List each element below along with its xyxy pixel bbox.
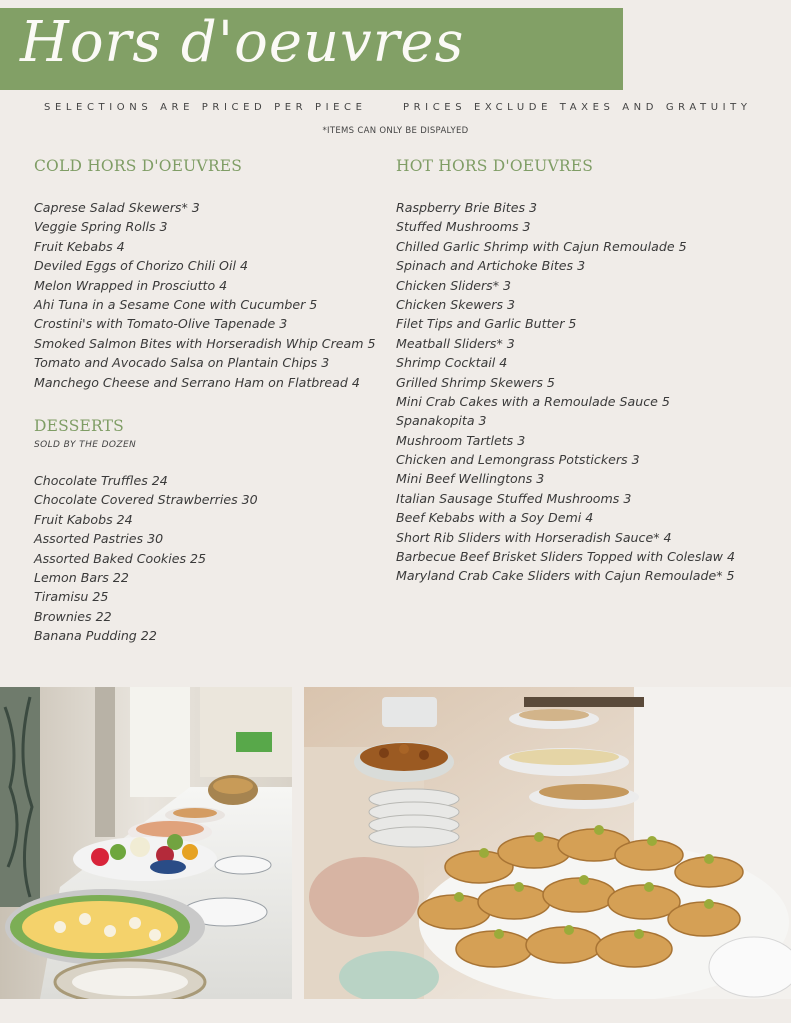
cold-menu-item: Caprese Salad Skewers* 3 bbox=[34, 200, 200, 215]
cold-menu-item: Fruit Kebabs 4 bbox=[34, 238, 125, 254]
dessert-menu-item: Assorted Pastries 30 bbox=[34, 531, 164, 547]
hot-menu-item: Italian Sausage Stuffed Mushrooms 3 bbox=[396, 490, 632, 506]
hot-menu-item: Chicken Skewers 3 bbox=[396, 296, 516, 312]
buffet-table-photo bbox=[0, 687, 292, 999]
hot-menu-item: Mini Crab Cakes with a Remoulade Sauce 5 bbox=[396, 393, 670, 409]
cold-menu-item: Crostini's with Tomato-Olive Tapenade 3 bbox=[34, 316, 288, 332]
hot-section-title: HOT HORS D'OEUVRES bbox=[396, 157, 594, 175]
hot-menu-item: Barbecue Beef Brisket Sliders Topped with Coleslaw 4 bbox=[396, 549, 735, 565]
title-banner bbox=[0, 8, 623, 90]
hot-menu-item: Grilled Shrimp Skewers 5 bbox=[396, 374, 555, 390]
hot-menu-item: Shrimp Cocktail 4 bbox=[396, 355, 508, 371]
hot-menu-item: Chilled Garlic Shrimp with Cajun Remoulade 5 bbox=[396, 238, 687, 254]
hot-menu-item: Stuffed Mushrooms 3 bbox=[396, 219, 531, 235]
hot-menu-item: Spanakopita 3 bbox=[396, 413, 487, 429]
dessert-menu-item: Chocolate Covered Strawberries 30 bbox=[34, 492, 258, 508]
hot-menu-item: Short Rib Sliders with Horseradish Sauce* 4 bbox=[396, 529, 672, 545]
cold-menu-item: Ahi Tuna in a Sesame Cone with Cucumber 5 bbox=[34, 296, 318, 312]
cold-menu-item: Manchego Cheese and Serrano Ham on Flatbread 4 bbox=[34, 374, 360, 390]
dessert-menu-item: Banana Pudding 22 bbox=[34, 628, 157, 644]
hot-menu-item: Spinach and Artichoke Bites 3 bbox=[396, 258, 586, 274]
pricing-note-right: PRICES EXCLUDE TAXES AND GRATUITY bbox=[403, 102, 752, 113]
cold-menu-item: Smoked Salmon Bites with Horseradish Whip Cream 5 bbox=[34, 335, 376, 351]
cold-section-title: COLD HORS D'OEUVRES bbox=[34, 157, 243, 175]
dessert-menu-item: Fruit Kabobs 24 bbox=[34, 511, 133, 527]
page-title: Hors d'oeuvres bbox=[20, 10, 465, 75]
hot-menu-item: Raspberry Brie Bites 3 bbox=[396, 200, 538, 215]
hot-menu-item: Chicken and Lemongrass Potstickers 3 bbox=[396, 452, 640, 468]
dessert-menu-item: Tiramisu 25 bbox=[34, 589, 109, 605]
cold-menu-item: Deviled Eggs of Chorizo Chili Oil 4 bbox=[34, 258, 248, 274]
hot-menu-item: Mushroom Tartlets 3 bbox=[396, 432, 526, 448]
hot-menu-item: Mini Beef Wellingtons 3 bbox=[396, 471, 545, 487]
desserts-section-title: DESSERTS bbox=[34, 417, 124, 435]
hot-menu-item: Filet Tips and Garlic Butter 5 bbox=[396, 316, 577, 332]
desserts-subtitle: SOLD BY THE DOZEN bbox=[34, 440, 137, 450]
hot-menu-item: Meatball Sliders* 3 bbox=[396, 335, 515, 351]
cold-menu-item: Tomato and Avocado Salsa on Plantain Chips 3 bbox=[34, 355, 330, 371]
desserts-items-list bbox=[34, 471, 258, 646]
dessert-menu-item: Brownies 22 bbox=[34, 608, 112, 624]
hot-menu-item: Maryland Crab Cake Sliders with Cajun Remoulade* 5 bbox=[396, 568, 735, 584]
cold-menu-item: Veggie Spring Rolls 3 bbox=[34, 219, 168, 235]
cold-items-list bbox=[34, 198, 376, 392]
dessert-menu-item: Lemon Bars 22 bbox=[34, 569, 129, 585]
cold-menu-item: Melon Wrapped in Prosciutto 4 bbox=[34, 277, 228, 293]
hot-menu-item: Beef Kebabs with a Soy Demi 4 bbox=[396, 510, 594, 526]
display-only-note: *ITEMS CAN ONLY BE DISPALYED bbox=[322, 126, 469, 136]
croissant-platter-photo bbox=[304, 687, 791, 999]
pricing-note-left: SELECTIONS ARE PRICED PER PIECE bbox=[44, 102, 367, 113]
dessert-menu-item: Chocolate Truffles 24 bbox=[34, 473, 168, 488]
hot-menu-item: Chicken Sliders* 3 bbox=[396, 277, 512, 293]
hot-items-list bbox=[396, 198, 735, 586]
dessert-menu-item: Assorted Baked Cookies 25 bbox=[34, 550, 207, 566]
